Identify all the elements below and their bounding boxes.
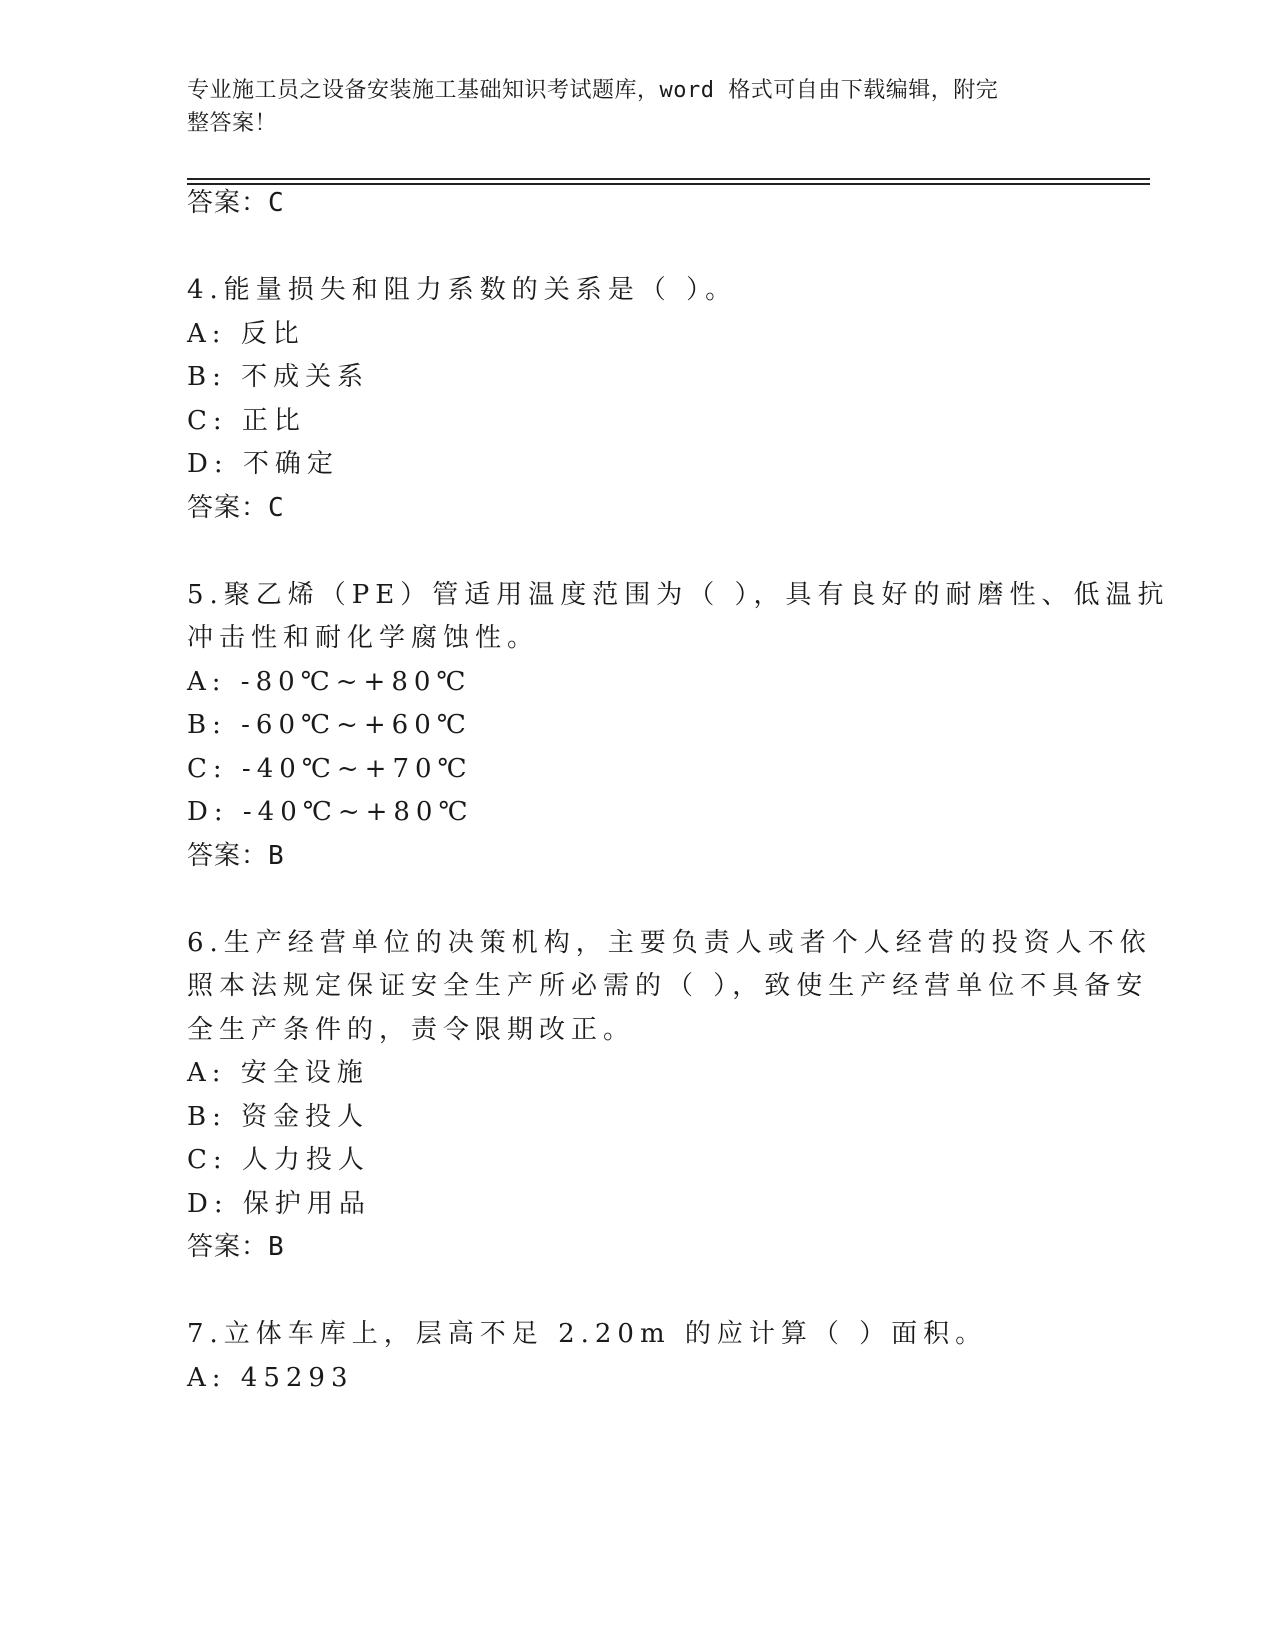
header-line-1: 专业施工员之设备安装施工基础知识考试题库，word 格式可自由下载编辑，附完 [187,78,999,103]
q6-stem-line-3: 全生产条件的，责令限期改正。 [187,1015,636,1045]
q5-stem-line-2: 冲击性和耐化学腐蚀性。 [187,623,540,653]
q6-option-c: C: 人力投人 [187,1145,370,1175]
q4-option-c: C: 正比 [187,406,306,436]
q4-option-a: A: 反比 [187,319,305,349]
q4-option-b: B: 不成关系 [187,362,370,392]
q6-answer: 答案：B [187,1232,285,1262]
q6-option-b: B: 资金投人 [187,1102,370,1132]
answer-prev: 答案：C [187,188,285,218]
q4-answer: 答案：C [187,493,285,523]
q4-stem: 4.能量损失和阻力系数的关系是（ ）。 [187,275,738,305]
q5-option-a: A: -80℃~+80℃ [187,667,472,697]
q5-answer: 答案：B [187,841,285,871]
q5-option-d: D: -40℃~+80℃ [187,797,474,827]
q6-option-d: D: 保护用品 [187,1189,371,1219]
q5-option-b: B: -60℃~+60℃ [187,710,472,740]
q5-stem-line-1: 5.聚乙烯（PE）管适用温度范围为（ ），具有良好的耐磨性、低温抗 [187,580,1170,610]
header-line-2: 整答案！ [187,111,278,136]
header-rule-bottom [187,183,1150,185]
q7-option-a: A: 45293 [187,1363,354,1393]
q5-option-c: C: -40℃~+70℃ [187,754,473,784]
q6-stem-line-1: 6.生产经营单位的决策机构，主要负责人或者个人经营的投资人不依 [187,928,1152,958]
q6-option-a: A: 安全设施 [187,1058,369,1088]
q6-stem-line-2: 照本法规定保证安全生产所必需的（ ），致使生产经营单位不具备安 [187,971,1149,1001]
header-rule-top [187,178,1150,180]
document-header [187,74,1067,140]
q4-option-d: D: 不确定 [187,449,339,479]
q7-stem: 7.立体车库上，层高不足 2.20m 的应计算（ ）面积。 [187,1319,988,1349]
